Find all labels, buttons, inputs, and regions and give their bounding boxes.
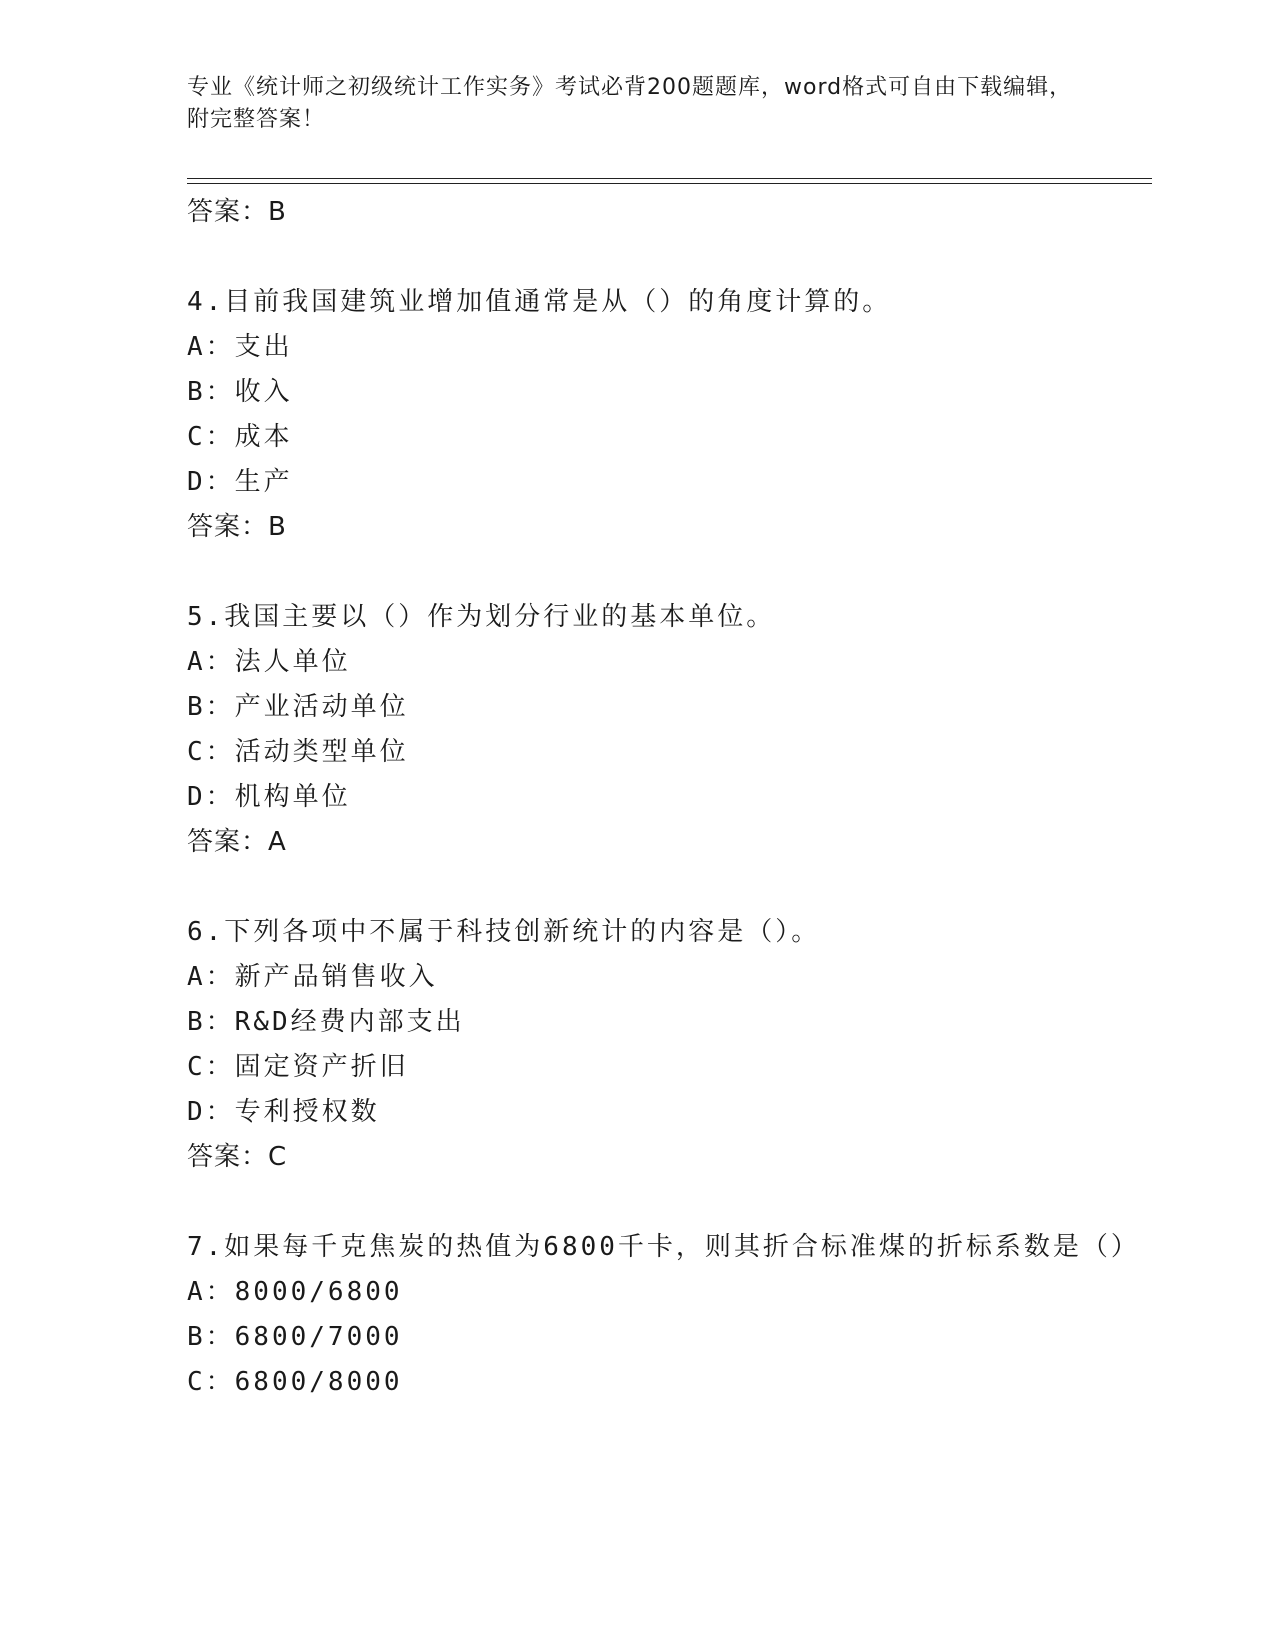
question-stem: 6.下列各项中不属于科技创新统计的内容是（）。 (187, 917, 821, 947)
option-a: A：新产品销售收入 (187, 962, 438, 992)
question-block (187, 910, 1152, 1180)
option-c: C：成本 (187, 422, 293, 452)
option-d: D：机构单位 (187, 782, 351, 812)
header-rule-top (187, 178, 1152, 179)
option-d: D：专利授权数 (187, 1097, 380, 1127)
question-stem: 5.我国主要以（）作为划分行业的基本单位。 (187, 602, 776, 632)
question-block (187, 595, 1152, 865)
answer-line: 答案：C (187, 1142, 288, 1172)
option-b: B：6800/7000 (187, 1322, 403, 1352)
option-b: B：R&D经费内部支出 (187, 1007, 465, 1037)
option-a: A：8000/6800 (187, 1277, 403, 1307)
header-rule-bottom (187, 183, 1152, 184)
question-stem: 7.如果每千克焦炭的热值为6800千卡，则其折合标准煤的折标系数是（） (187, 1232, 1140, 1262)
question-block (187, 1225, 1152, 1405)
option-d: D：生产 (187, 467, 293, 497)
document-body (187, 190, 1152, 1405)
answer-line: 答案：B (187, 512, 287, 542)
option-b: B：产业活动单位 (187, 692, 409, 722)
option-a: A：支出 (187, 332, 293, 362)
document-header: 专业《统计师之初级统计工作实务》考试必背200题题库，word格式可自由下载编辑，附完整答案！ (187, 75, 1073, 132)
question-block (187, 280, 1152, 550)
option-b: B：收入 (187, 377, 293, 407)
question-stem: 4.目前我国建筑业增加值通常是从（）的角度计算的。 (187, 287, 892, 317)
option-c: C：固定资产折旧 (187, 1052, 409, 1082)
option-c: C：活动类型单位 (187, 737, 409, 767)
option-c: C：6800/8000 (187, 1367, 403, 1397)
answer-line: 答案：A (187, 827, 287, 857)
option-a: A：法人单位 (187, 647, 351, 677)
answer-line: 答案：B (187, 197, 287, 227)
